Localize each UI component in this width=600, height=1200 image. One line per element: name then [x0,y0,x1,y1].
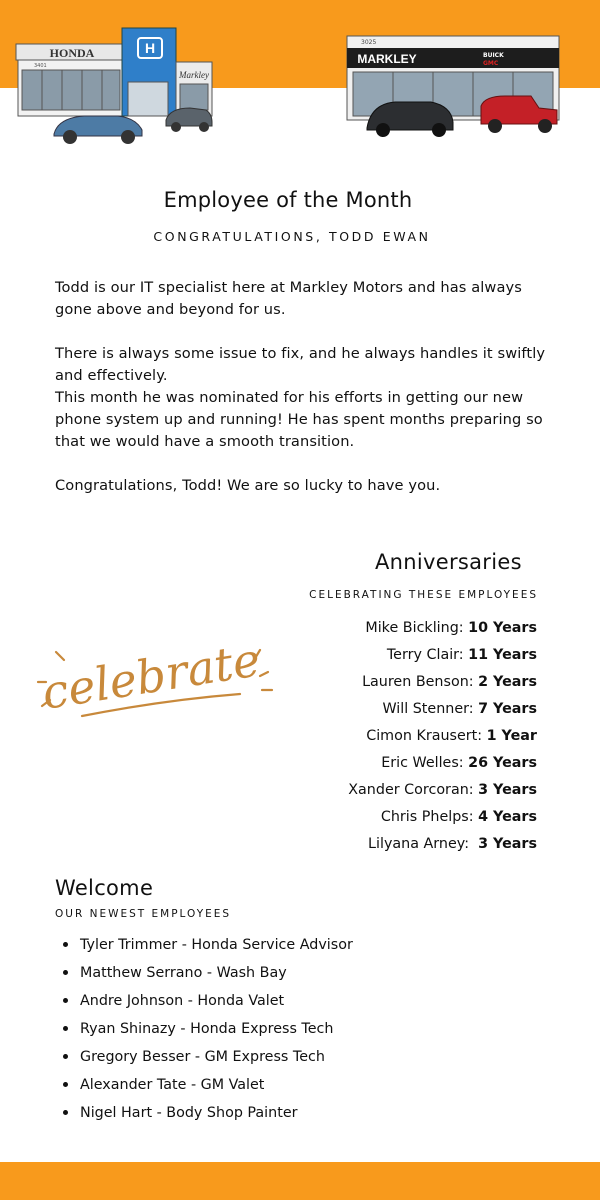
years-value: 1 Year [486,728,537,744]
employee-of-month-title: Employee of the Month [163,188,413,212]
employee-of-month-body [55,277,555,497]
honda-sign-text: HONDA [49,46,95,60]
list-item [348,780,537,807]
years-value: 26 Years [468,755,537,771]
anniversaries-subtitle: CELEBRATING THESE EMPLOYEES [309,589,538,601]
celebrate-decoration [34,620,276,724]
list-item: Matthew Serrano - Wash Bay [60,963,353,991]
list-item [348,753,537,780]
celebrate-script-text: celebrate [38,632,264,720]
body-paragraph: Congratulations, Todd! We are so lucky to have you. [55,477,441,494]
body-paragraph: Todd is our IT specialist here at Markley Motors and has always gone above and beyond for us. [55,279,522,318]
employee-name: Chris Phelps: [380,809,474,825]
employee-name: Will Stenner: [382,701,474,717]
employee-name: Eric Welles: [381,755,464,771]
markley-sign-text: MARKLEY [357,52,417,66]
list-item [348,618,537,645]
list-item: Ryan Shinazy - Honda Express Tech [60,1019,353,1047]
employee-name: Xander Corcoran: [348,782,474,798]
list-item [348,834,537,861]
years-value: 11 Years [468,647,537,663]
body-paragraph: This month he was nominated for his efforts in getting our new phone system up and running! He has spent months preparing so that we would have a smooth transition. [55,389,543,450]
welcome-subtitle: OUR NEWEST EMPLOYEES [55,908,232,920]
employee-name: Terry Clair: [386,647,464,663]
employee-name: Lilyana Arney: [368,836,470,852]
employee-name: Cimon Krausert: [366,728,483,744]
list-item [348,645,537,672]
body-paragraph: There is always some issue to fix, and he always handles it swiftly and effectively. [55,345,546,384]
anniversaries-title: Anniversaries [375,550,522,574]
svg-text:H: H [144,40,156,56]
honda-dealership-illustration [14,22,214,148]
years-value: 4 Years [478,809,537,825]
employee-of-month-subtitle: CONGRATULATIONS, TODD EWAN [153,229,431,244]
list-item [348,699,537,726]
years-value: 10 Years [468,620,537,636]
list-item: Tyler Trimmer - Honda Service Advisor [60,935,353,963]
welcome-title: Welcome [55,876,154,900]
list-item: Andre Johnson - Honda Valet [60,991,353,1019]
address-number-text: 3401 [34,63,47,69]
new-employees-list [60,935,353,1131]
years-value: 3 Years [478,782,537,798]
employee-name: Lauren Benson: [362,674,474,690]
gmc-sign-text: GMC [483,60,499,67]
list-item: Gregory Besser - GM Express Tech [60,1047,353,1075]
list-item: Nigel Hart - Body Shop Painter [60,1103,353,1131]
employee-name: Mike Bickling: [365,620,464,636]
anniversaries-list [348,618,537,861]
list-item [348,672,537,699]
years-value: 3 Years [478,836,537,852]
markley-buick-gmc-dealership-illustration [343,24,563,138]
footer-band [0,1162,600,1200]
list-item [348,807,537,834]
years-value: 7 Years [478,701,537,717]
address-number-text: 3025 [361,39,377,46]
buick-sign-text: BUICK [483,52,504,59]
list-item: Alexander Tate - GM Valet [60,1075,353,1103]
list-item [348,726,537,753]
years-value: 2 Years [478,674,537,690]
markley-side-sign-text: Markley [179,70,209,80]
